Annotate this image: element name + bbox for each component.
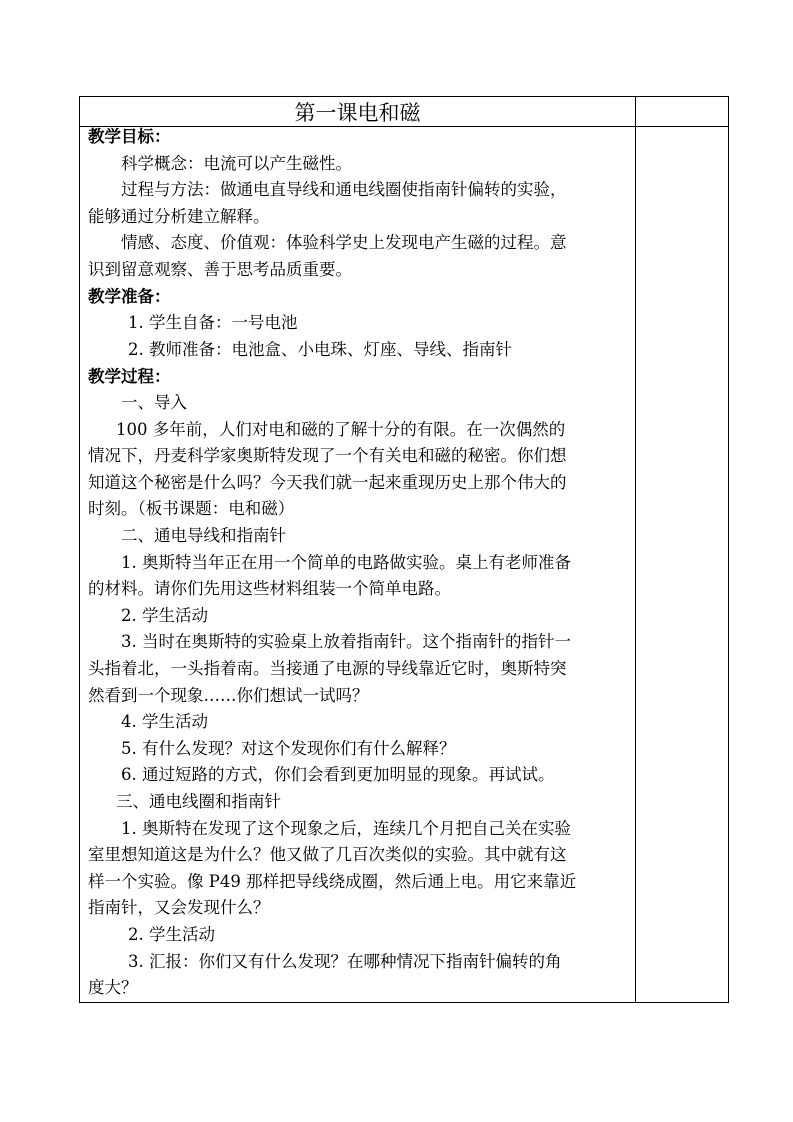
goals-process-line2: 能够通过分析建立解释。 xyxy=(88,207,270,226)
page-title: 第一课电和磁 xyxy=(80,97,636,127)
coil-item-3-line1: 3. 汇报：你们又有什么发现？在哪种情况下指南针偏转的角 xyxy=(128,952,562,971)
prep-item-1: 1. 学生自备：一号电池 xyxy=(128,313,298,332)
intro-line3: 知道这个秘密是什么吗？今天我们就一起来重现历史上那个伟大的 xyxy=(88,473,567,492)
process-heading: 教学过程： xyxy=(88,367,171,386)
prep-item-2: 2. 教师准备：电池盒、小电珠、灯座、导线、指南针 xyxy=(128,340,512,359)
lesson-body xyxy=(80,127,636,1002)
coil-item-1-line2: 室里想知道这是为什么？他又做了几百次类似的实验。其中就有这 xyxy=(88,845,567,864)
intro-line1: 100 多年前，人们对电和磁的了解十分的有限。在一次偶然的 xyxy=(116,420,566,439)
goals-attitude-line1: 情感、态度、价值观：体验科学史上发现电产生磁的过程。意 xyxy=(121,233,567,252)
wire-item-2: 2. 学生活动 xyxy=(121,606,208,625)
wire-item-3-line1: 3. 当时在奥斯特的实验桌上放着指南针。这个指南针的指针一 xyxy=(121,632,571,651)
coil-item-3-line2: 度大？ xyxy=(88,978,138,997)
coil-item-2: 2. 学生活动 xyxy=(128,925,215,944)
intro-heading: 一、导入 xyxy=(121,393,187,412)
wire-item-6: 6. 通过短路的方式，你们会看到更加明显的现象。再试试。 xyxy=(121,765,555,784)
wire-item-3-line3: 然看到一个现象……你们想试一试吗？ xyxy=(88,686,369,705)
lesson-table xyxy=(79,96,729,1003)
goals-heading: 教学目标： xyxy=(88,127,171,146)
coil-item-1-line1: 1. 奥斯特在发现了这个现象之后，连续几个月把自己关在实验 xyxy=(121,819,571,838)
wire-item-5: 5. 有什么发现？对这个发现你们有什么解释？ xyxy=(121,739,456,758)
prep-heading: 教学准备： xyxy=(88,287,171,306)
goals-attitude-line2: 识到留意观察、善于思考品质重要。 xyxy=(88,260,352,279)
coil-item-1-line4: 指南针，又会发现什么？ xyxy=(88,898,270,917)
side-header-cell xyxy=(636,97,728,127)
wire-item-1-line2: 的材料。请你们先用这些材料组装一个简单电路。 xyxy=(88,579,451,598)
wire-item-4: 4. 学生活动 xyxy=(121,712,208,731)
goals-concept: 科学概念：电流可以产生磁性。 xyxy=(121,154,352,173)
wire-item-1-line1: 1. 奥斯特当年正在用一个简单的电路做实验。桌上有老师准备 xyxy=(121,553,571,572)
coil-heading: 三、通电线圈和指南针 xyxy=(116,792,281,811)
wire-item-3-line2: 头指着北，一头指着南。当接通了电源的导线靠近它时，奥斯特突 xyxy=(88,659,567,678)
intro-line4: 时刻。（板书课题：电和磁） xyxy=(88,499,295,518)
goals-process-line1: 过程与方法：做通电直导线和通电线圈使指南针偏转的实验， xyxy=(121,180,567,199)
wire-heading: 二、通电导线和指南针 xyxy=(121,526,286,545)
side-notes-cell xyxy=(636,127,728,1002)
intro-line2: 情况下，丹麦科学家奥斯特发现了一个有关电和磁的秘密。你们想 xyxy=(88,446,567,465)
coil-item-1-line3: 样一个实验。像 P49 那样把导线绕成圈，然后通上电。用它来靠近 xyxy=(88,872,577,891)
